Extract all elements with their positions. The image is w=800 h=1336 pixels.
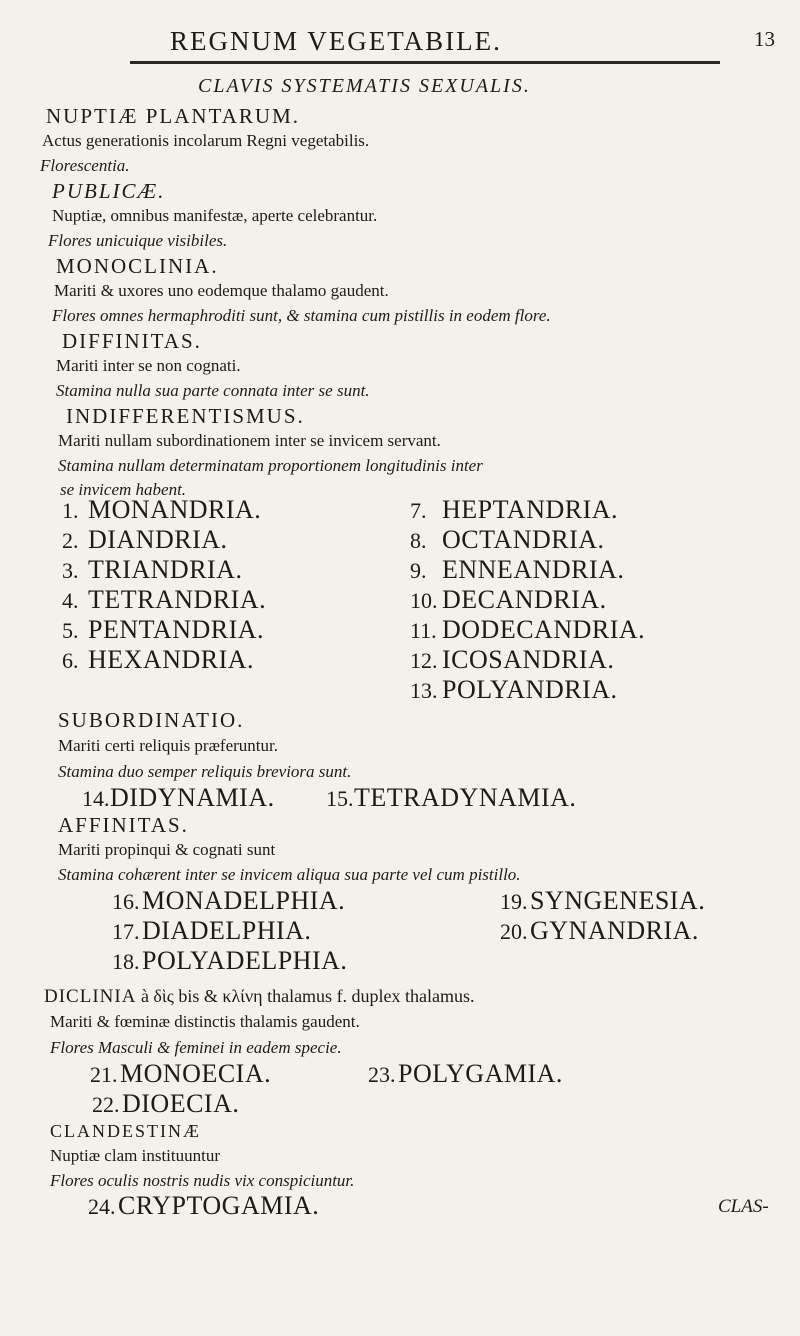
intro-text: Actus generationis incolarum Regni vegetabilis. — [42, 131, 370, 150]
class-4-number: 4. — [62, 588, 79, 613]
class-5-number: 5. — [62, 618, 79, 643]
class-22-name: DIOECIA. — [122, 1089, 240, 1118]
heading-subordinatio: SUBORDINATIO. — [58, 708, 245, 732]
class-8-name: OCTANDRIA. — [442, 525, 605, 554]
class-14-number: 14. — [82, 786, 110, 811]
diffinitas-note: Stamina nulla sua parte connata inter se sunt. — [56, 381, 370, 400]
class-6-name: HEXANDRIA. — [88, 645, 255, 674]
subordinatio-text: Mariti certi reliquis præferuntur. — [58, 736, 278, 755]
class-19-name: SYNGENESIA. — [530, 886, 706, 915]
header-rule — [130, 61, 720, 64]
class-4-name: TETRANDRIA. — [88, 585, 267, 614]
catchword: CLAS- — [718, 1196, 769, 1217]
class-7-name: HEPTANDRIA. — [442, 495, 619, 524]
class-15-number: 15. — [326, 786, 354, 811]
class-13-number: 13. — [410, 678, 438, 703]
class-9-number: 9. — [410, 558, 427, 583]
diclinia-text-2: Mariti & fœminæ distinctis thalamis gaudent. — [50, 1012, 360, 1031]
diclinia-text — [44, 987, 475, 1006]
page-number: 13 — [754, 27, 775, 51]
intro-subheading: Florescentia. — [40, 156, 130, 175]
class-9-name: ENNEANDRIA. — [442, 555, 625, 584]
indifferentismus-note-2: se invicem habent. — [60, 480, 187, 499]
class-16-number: 16. — [112, 889, 140, 914]
class-10-name: DECANDRIA. — [442, 585, 607, 614]
monoclinia-note: Flores omnes hermaphroditi sunt, & stamina cum pistillis in eodem flore. — [52, 306, 551, 325]
class-1-number: 1. — [62, 498, 79, 523]
diclinia-note: Flores Masculi & feminei in eadem specie. — [50, 1038, 342, 1057]
heading-affinitas: AFFINITAS. — [58, 813, 189, 837]
heading-publicae: PUBLICÆ. — [52, 179, 166, 203]
class-8-number: 8. — [410, 528, 427, 553]
class-23-name: POLYGAMIA. — [398, 1059, 563, 1088]
class-14-name: DIDYNAMIA. — [110, 783, 275, 812]
diclinia-definition: à δὶς bis & κλίνη thalamus f. duplex thalamus. — [136, 986, 475, 1006]
running-head: REGNUM VEGETABILE. — [170, 26, 502, 56]
class-3-name: TRIANDRIA. — [88, 555, 243, 584]
class-24-number: 24. — [88, 1194, 116, 1219]
class-11-name: DODECANDRIA. — [442, 615, 646, 644]
affinitas-note: Stamina cohærent inter se invicem aliqua sua parte vel cum pistillo. — [58, 865, 521, 884]
class-21-name: MONOECIA. — [120, 1059, 272, 1088]
class-2-number: 2. — [62, 528, 79, 553]
class-7-number: 7. — [410, 498, 427, 523]
class-13-name: POLYANDRIA. — [442, 675, 618, 704]
class-20-number: 20. — [500, 919, 528, 944]
class-1-name: MONANDRIA. — [88, 495, 262, 524]
heading-clandestinae: CLANDESTINÆ — [50, 1121, 201, 1141]
heading-nuptiae: NUPTIÆ PLANTARUM. — [46, 104, 300, 128]
class-2-name: DIANDRIA. — [88, 525, 228, 554]
class-12-name: ICOSANDRIA. — [442, 645, 615, 674]
class-3-number: 3. — [62, 558, 79, 583]
class-18-number: 18. — [112, 949, 140, 974]
heading-indifferentismus: INDIFFERENTISMUS. — [66, 404, 305, 428]
clandestinae-text: Nuptiæ clam instituuntur — [50, 1146, 220, 1165]
class-5-name: PENTANDRIA. — [88, 615, 265, 644]
publicae-note: Flores unicuique visibiles. — [48, 231, 228, 250]
class-20-name: GYNANDRIA. — [530, 916, 699, 945]
class-10-number: 10. — [410, 588, 438, 613]
class-18-name: POLYADELPHIA. — [142, 946, 348, 975]
section-title: CLAVIS SYSTEMATIS SEXUALIS. — [198, 75, 531, 97]
class-23-number: 23. — [368, 1062, 396, 1087]
class-24-name: CRYPTOGAMIA. — [118, 1191, 320, 1220]
clandestinae-note: Flores oculis nostris nudis vix conspiciuntur. — [50, 1171, 355, 1190]
class-17-name: DIADELPHIA. — [142, 916, 312, 945]
class-17-number: 17. — [112, 919, 140, 944]
class-19-number: 19. — [500, 889, 528, 914]
heading-monoclinia: MONOCLINIA. — [56, 254, 219, 278]
class-6-number: 6. — [62, 648, 79, 673]
class-16-name: MONADELPHIA. — [142, 886, 346, 915]
subordinatio-note: Stamina duo semper reliquis breviora sunt. — [58, 762, 352, 781]
class-15-name: TETRADYNAMIA. — [354, 783, 577, 812]
heading-diclinia: DICLINIA — [44, 986, 137, 1007]
affinitas-text: Mariti propinqui & cognati sunt — [58, 840, 276, 859]
diffinitas-text: Mariti inter se non cognati. — [56, 356, 241, 375]
class-11-number: 11. — [410, 618, 437, 643]
class-12-number: 12. — [410, 648, 438, 673]
class-21-number: 21. — [90, 1062, 118, 1087]
publicae-text: Nuptiæ, omnibus manifestæ, aperte celebrantur. — [52, 206, 378, 225]
monoclinia-text: Mariti & uxores uno eodemque thalamo gaudent. — [54, 281, 389, 300]
heading-diffinitas: DIFFINITAS. — [62, 329, 202, 353]
indifferentismus-text: Mariti nullam subordinationem inter se invicem servant. — [58, 431, 441, 450]
class-22-number: 22. — [92, 1092, 120, 1117]
indifferentismus-note-1: Stamina nullam determinatam proportionem longitudinis inter — [58, 456, 483, 475]
